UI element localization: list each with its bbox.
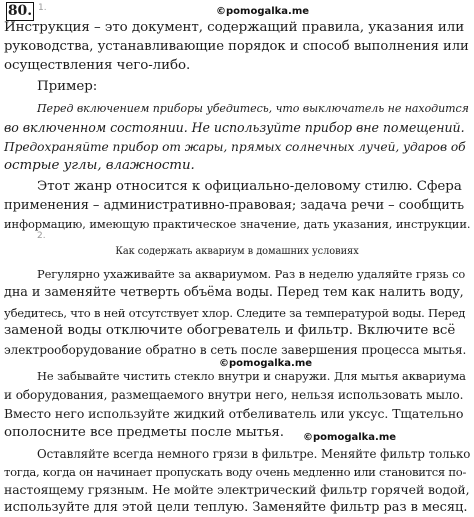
aquarium-line: Вместо него используйте жидкий отбеливатель или уксус. Тщательно <box>4 406 464 421</box>
example-line: Предохраняйте прибор от жары, прямых солнечных лучей, ударов об <box>4 140 466 154</box>
aquarium-line: и оборудования, размещаемого внутри него, нельзя использовать мыло. <box>4 388 464 402</box>
exercise-number: 80. <box>7 3 33 19</box>
example-line: Перед включением приборы убедитесь, что выключатель не находится <box>37 102 469 115</box>
aquarium-line: Регулярно ухаживайте за аквариумом. Раз в неделю удаляйте грязь со <box>37 267 466 281</box>
aquarium-line: электрооборудование обратно в сеть после завершения процесса мытья. <box>4 343 467 357</box>
aquarium-line: убедитесь, что в ней отсутствует хлор. Следите за температурой воды. Перед <box>4 306 466 320</box>
intro-line: руководства, устанавливающие порядок и способ выполнения или <box>4 39 469 54</box>
aquarium-line: используйте для этой цели теплую. Заменяйте фильтр раз в месяц. <box>4 500 468 515</box>
example-line: острые углы, влажности. <box>4 158 195 173</box>
watermark: ©pomogalka.me <box>303 432 397 443</box>
aquarium-line: Оставляйте всегда немного грязи в фильтре. Меняйте фильтр только <box>37 447 471 461</box>
watermark: ©pomogalka.me <box>216 6 310 17</box>
aquarium-line: заменой воды отключите обогреватель и фильтр. Включите всё <box>4 323 456 338</box>
aquarium-line: настоящему грязным. Не мойте электрический фильтр горячей водой, <box>4 482 470 497</box>
part-number-1: 1. <box>38 3 47 13</box>
watermark: ©pomogalka.me <box>219 358 313 369</box>
example-line: во включенном состоянии. Не используйте прибор вне помещений. <box>4 120 465 135</box>
aquarium-line: Не забывайте чистить стекло внутри и снаружи. Для мытья аквариума <box>37 369 466 383</box>
example-label: Пример: <box>37 79 98 94</box>
genre-line: применения – административно-правовая; задача речи – сообщить <box>4 198 465 213</box>
part-number-2: 2. <box>37 231 46 241</box>
aquarium-line: тогда, когда он начинает пропускать воду очень медленно или становится по- <box>4 465 467 479</box>
aquarium-line: дна и заменяйте четверть объёма воды. Перед тем как налить воду, <box>4 285 464 300</box>
aquarium-line: ополосните все предметы после мытья. <box>4 425 284 440</box>
intro-line: Инструкция – это документ, содержащий правила, указания или <box>4 20 465 35</box>
genre-line: информацию, имеющую практическое значение, дать указания, инструкции. <box>4 217 471 231</box>
aquarium-title: Как содержать аквариум в домашних условиях <box>115 246 359 257</box>
intro-line: осуществления чего-либо. <box>4 58 191 73</box>
genre-line: Этот жанр относится к официально-деловому стилю. Сфера <box>37 179 462 194</box>
